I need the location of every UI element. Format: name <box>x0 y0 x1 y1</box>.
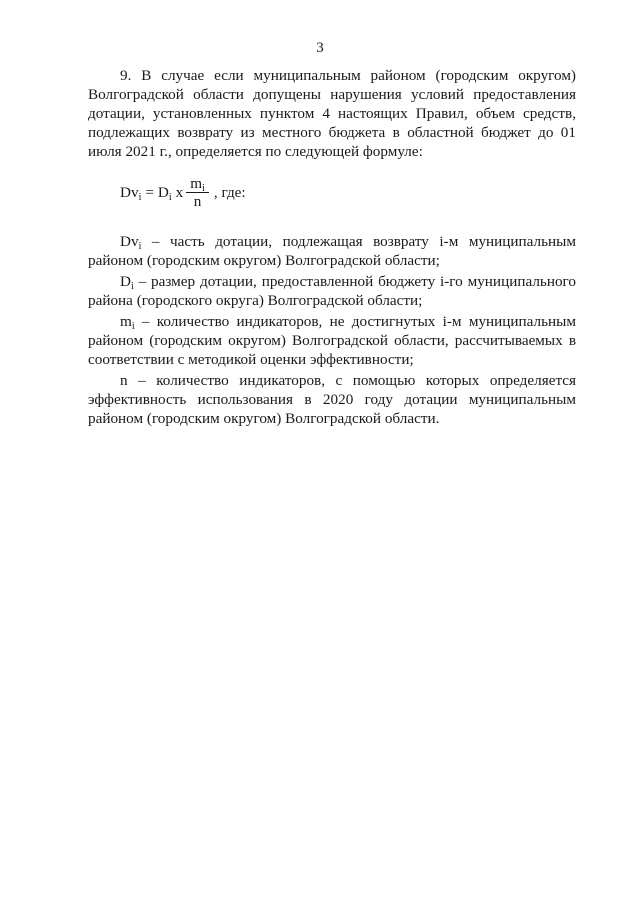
formula-lhs-base: Dv <box>120 184 139 201</box>
definition-d-text: – размер дотации, предоставленной бюджету i-го муниципального района (городского округа) Волгоградской области; <box>88 273 576 309</box>
formula-fraction <box>186 175 209 210</box>
page-number: 3 <box>316 40 324 56</box>
definition-n-text: – количество индикаторов, с помощью которых определяется эффективность использования в 2020 году дотации муниципальным районом (городским округом) Волгоградской области. <box>88 372 576 427</box>
formula-times: x <box>175 184 184 201</box>
definition-d <box>88 272 576 310</box>
definition-m-text: – количество индикаторов, не достигнутых i-м муниципальным районом (городским округом) Волгоградской области, рассчитываемых в соответствии с методикой оценки эффективности; <box>88 313 576 368</box>
definition-dv-sub: i <box>138 241 142 252</box>
definition-n-symbol: n <box>120 372 128 389</box>
formula-d-base: D <box>157 184 169 201</box>
definition-d-symbol: D <box>120 273 131 290</box>
definition-dv <box>88 232 576 270</box>
formula-denominator: n <box>193 193 202 210</box>
formula-lhs-sub: i <box>138 192 142 203</box>
definition-m-sub: i <box>131 321 135 332</box>
definition-dv-text: – часть дотации, подлежащая возврату i-м муниципальным районом (городским округом) Волгоградской области; <box>88 233 576 269</box>
formula-numerator-sub: i <box>202 183 205 194</box>
document-body <box>88 66 576 430</box>
definition-m-symbol: m <box>120 313 132 330</box>
formula-equals: = <box>145 184 154 201</box>
formula-d-sub: i <box>168 192 172 203</box>
paragraph-9: 9. В случае если муниципальным районом (городским округом) Волгоградской области допущены нарушения условий предоставления дотации, установленных пунктом 4 настоящих Правил, объем средств, подлежащих возврату из местного бюджета в областной бюджет до 01 июля 2021 г., определяется по следующей формуле: <box>88 67 576 160</box>
definition-d-sub: i <box>130 281 134 292</box>
formula-numerator <box>186 175 209 193</box>
definition-n <box>88 371 576 428</box>
definition-dv-symbol: Dv <box>120 233 139 250</box>
formula-numerator-base: m <box>190 175 203 192</box>
formula-suffix: , где: <box>213 184 246 201</box>
definition-m <box>88 312 576 369</box>
formula-d <box>158 183 172 202</box>
formula <box>120 175 576 210</box>
formula-lhs <box>120 183 141 202</box>
